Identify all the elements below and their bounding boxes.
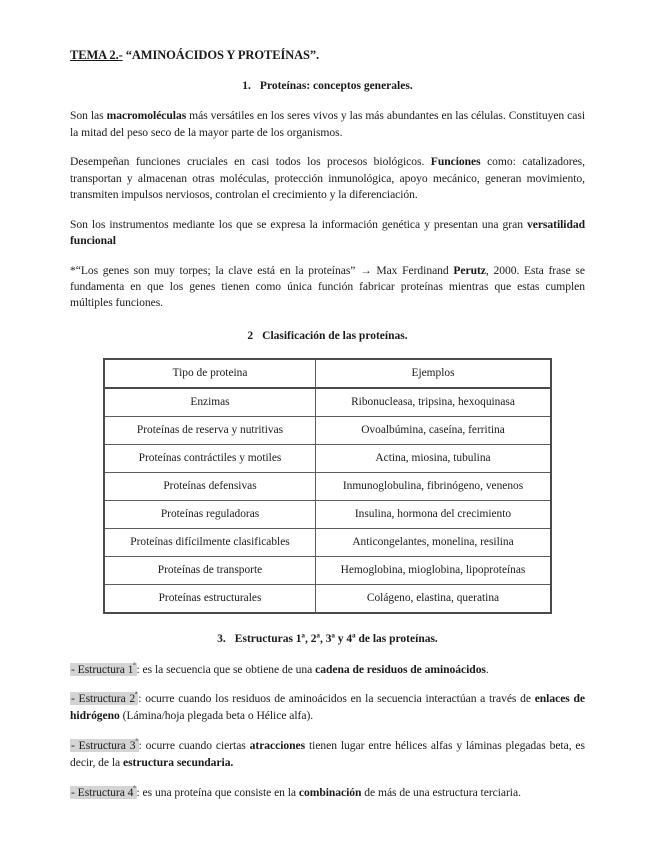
table-cell-type: Proteínas reguladoras	[104, 501, 316, 529]
structure-secondary-text-a: : ocurre cuando los residuos de aminoácidos en la secuencia interactúan a través de	[138, 692, 535, 706]
section-1-number: 1.	[242, 80, 251, 92]
structure-tertiary-sup: ª	[135, 737, 138, 747]
title-rest: “AMINOÁCIDOS Y PROTEÍNAS”.	[125, 48, 320, 62]
table-cell-type: Enzimas	[104, 388, 316, 417]
classification-table	[103, 358, 552, 614]
section-2-label: Clasificación de las proteínas.	[262, 329, 408, 342]
table-row	[104, 473, 551, 501]
section-1-label: Proteínas: conceptos generales.	[259, 80, 413, 92]
table-header-type: Tipo de proteina	[104, 359, 316, 388]
table-cell-examples: Actina, miosina, tubulina	[316, 445, 552, 473]
section-heading-3	[70, 632, 585, 646]
table-cell-examples: Anticongelantes, monelina, resilina	[316, 529, 552, 557]
table-row	[104, 501, 551, 529]
table-cell-examples: Colágeno, elastina, queratina	[316, 585, 552, 614]
structure-quaternary-text-a: : es una proteína que consiste en la	[136, 785, 299, 799]
paragraph-1-text-a: Son las	[70, 109, 107, 123]
structure-primary	[70, 662, 585, 679]
structures-block	[70, 662, 585, 802]
table-body	[104, 359, 551, 613]
paragraph-3-bold: versatilidad funcional	[70, 217, 585, 248]
paragraph-3	[70, 217, 585, 250]
section-heading-1	[70, 79, 585, 93]
paragraph-3-text-a: Son los instrumentos mediante los que se expresa la información genética y presentan una gran	[70, 217, 527, 231]
structure-quaternary	[70, 785, 585, 802]
table-header-row	[104, 359, 551, 388]
structure-tertiary-label-text: - Estructura 3	[71, 739, 136, 753]
structure-secondary-text-b: (Lámina/hoja plegada beta o Hélice alfa).	[119, 709, 314, 723]
table-row	[104, 417, 551, 445]
section-2-number: 2	[247, 329, 254, 342]
table-row	[104, 529, 551, 557]
structure-secondary-sup: ª	[135, 690, 138, 700]
structure-primary-label-text: - Estructura 1	[71, 662, 134, 676]
table-row	[104, 585, 551, 614]
paragraph-1	[70, 108, 585, 141]
structure-primary-text-b: .	[485, 662, 489, 676]
title-prefix: TEMA 2.-	[70, 48, 123, 62]
table-cell-examples: Ribonucleasa, tripsina, hexoquinasa	[316, 388, 552, 417]
table-header-examples: Ejemplos	[316, 359, 552, 388]
table-cell-type: Proteínas de reserva y nutritivas	[104, 417, 316, 445]
document-content	[70, 48, 585, 814]
structure-tertiary-text-b: tienen lugar entre hélices alfas y láminas plegadas beta, es decir, de la	[70, 739, 585, 769]
table-cell-examples: Insulina, hormona del crecimiento	[316, 501, 552, 529]
table-cell-type: Proteínas difícilmente clasificables	[104, 529, 316, 557]
structure-quaternary-text-b: de más de una estructura terciaria.	[361, 785, 521, 799]
table-cell-examples: Ovoalbúmina, caseína, ferritina	[316, 417, 552, 445]
classification-table-wrapper	[70, 358, 585, 614]
paragraph-4-bold: Perutz	[453, 263, 486, 277]
table-row	[104, 388, 551, 417]
structure-tertiary-text-a: : ocurre cuando ciertas	[138, 739, 250, 753]
section-3-wrapper	[70, 632, 585, 646]
section-heading-2	[70, 329, 585, 343]
structure-primary-label	[70, 660, 137, 676]
section-3-number: 3.	[217, 633, 226, 646]
paragraph-1-bold: macromoléculas	[106, 109, 187, 123]
paragraph-4-quote	[70, 263, 585, 312]
table-cell-type: Proteínas estructurales	[104, 585, 316, 614]
table-cell-examples: Hemoglobina, mioglobina, lipoproteínas	[316, 557, 552, 585]
structure-secondary-bold: enlaces de hidrógeno	[70, 692, 585, 723]
structure-quaternary-label-text: - Estructura 4	[71, 785, 134, 799]
structure-secondary-label	[70, 692, 138, 705]
paragraph-2-text-b: como: catalizadores, transportan y almacenan otras moléculas, protección inmunológica, apoyo mecánico, generan movimiento, transmiten impulsos nerviosos, controlan el crecimiento y la diferenciación.	[70, 155, 585, 202]
paragraph-2	[70, 154, 585, 203]
structure-quaternary-bold: combinación	[298, 785, 362, 799]
structure-primary-sup: ª	[133, 660, 136, 670]
structure-primary-text-a: : es la secuencia que se obtiene de una	[136, 662, 316, 676]
structure-tertiary	[70, 738, 585, 772]
paragraph-4-text-b: , 2000. Esta frase se fundamenta en que los genes tienen como única función fabricar proteínas mientras que estas cumplen múltiples funciones.	[70, 263, 585, 310]
section-3-label: Estructuras 1ª, 2ª, 3ª y 4ª de las proteínas.	[234, 633, 438, 646]
structure-quaternary-label	[70, 783, 137, 799]
paragraph-4-text-a: *“Los genes son muy torpes; la clave está en la proteínas” → Max Ferdinand	[70, 263, 454, 277]
paragraph-2-bold: Funciones	[430, 155, 481, 169]
structure-tertiary-bold-2: estructura secundaria.	[122, 755, 234, 769]
structure-tertiary-bold: atracciones	[249, 739, 306, 753]
structure-secondary-label-text: - Estructura 2	[71, 692, 136, 706]
table-cell-type: Proteínas de transporte	[104, 557, 316, 585]
paragraph-2-text-a: Desempeñan funciones cruciales en casi todos los procesos biológicos.	[70, 155, 431, 169]
table-cell-type: Proteínas defensivas	[104, 473, 316, 501]
paragraph-1-text-b: más versátiles en los seres vivos y las más abundantes en las células. Constituyen casi la mitad del peso seco de la mayor parte de los organismos.	[70, 109, 585, 139]
structure-tertiary-label	[70, 739, 139, 752]
table-row	[104, 445, 551, 473]
structure-quaternary-sup: ª	[133, 783, 136, 793]
table-cell-examples: Inmunoglobulina, fibrinógeno, venenos	[316, 473, 552, 501]
structure-primary-bold: cadena de residuos de aminoácidos	[315, 662, 486, 676]
table-cell-type: Proteínas contráctiles y motiles	[104, 445, 316, 473]
page-title	[70, 48, 585, 63]
table-row	[104, 557, 551, 585]
structure-secondary	[70, 691, 585, 725]
